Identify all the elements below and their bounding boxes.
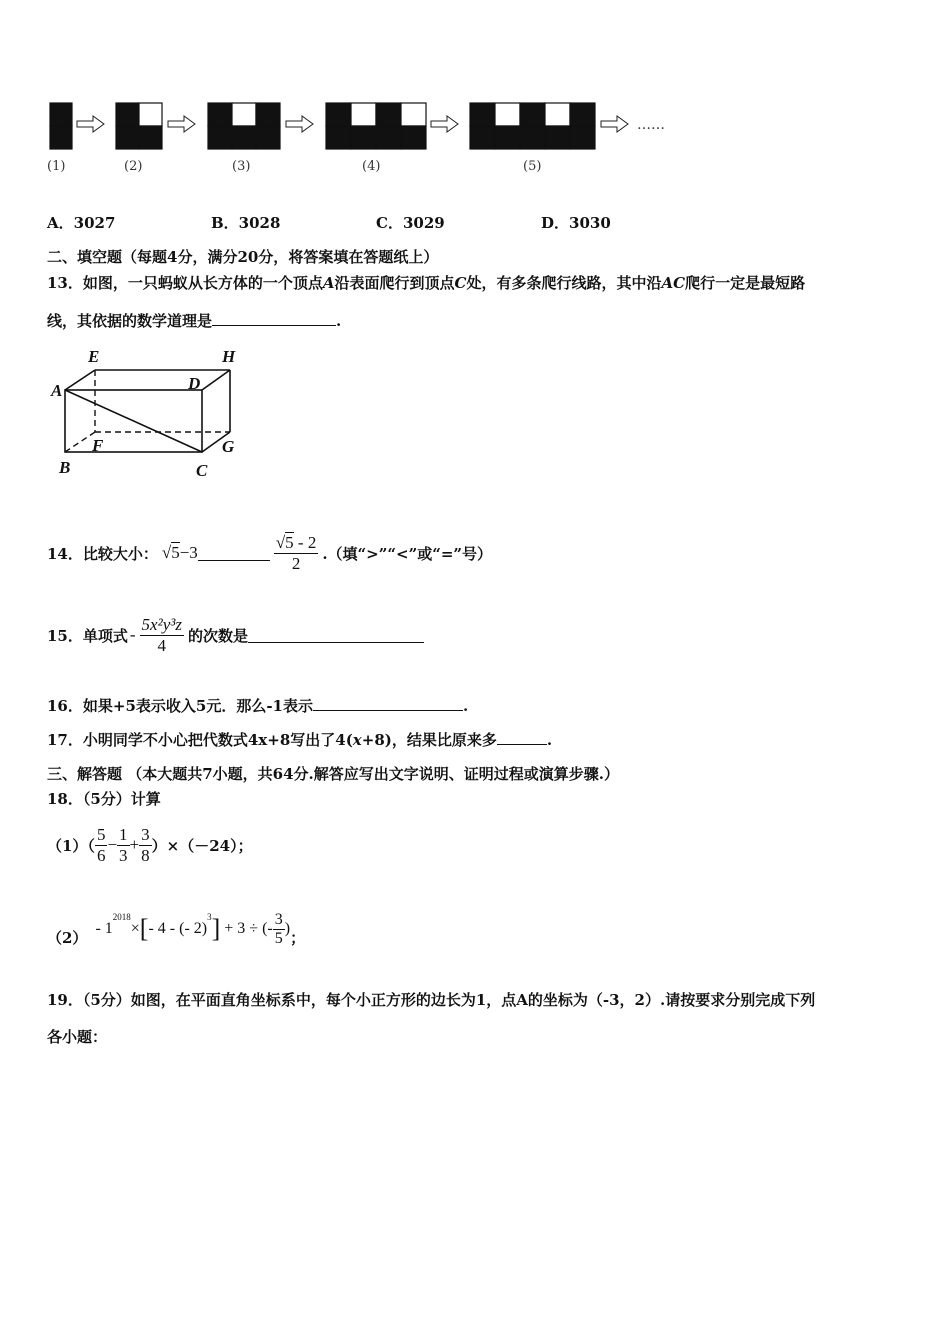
- q16: 16．如果+5表示收入5元．那么-1表示 .: [47, 697, 469, 715]
- label-F: F: [92, 436, 104, 455]
- cuboid-figure: [45, 342, 255, 482]
- option-c: C．3029: [376, 214, 445, 232]
- label-H: H: [222, 347, 236, 366]
- q19-line1: 19．（5分）如图，在平面直角坐标系中，每个小正方形的边长为1，点A的坐标为（-3，2）.请按要求分别完成下列: [47, 991, 816, 1009]
- answer-blank: [313, 696, 463, 711]
- section-2-title: 二、填空题（每题4分，满分20分，将答案填在答题纸上）: [47, 248, 439, 266]
- section-3-title: 三、解答题 （本大题共7小题，共64分.解答应写出文字说明、证明过程或演算步骤.）: [47, 765, 619, 783]
- q18-title: 18．（5分）计算: [47, 790, 161, 808]
- option-a: A．3027: [47, 214, 116, 232]
- answer-blank: [248, 628, 424, 643]
- q19-line2: 各小题：: [47, 1028, 108, 1046]
- q18-part1: （1）（ $\frac{5}{6}$ − $\frac{1}{3}$ + $\frac{3}{8}$ ）×（－24）；: [47, 824, 253, 865]
- sqrt5: √5: [161, 543, 180, 562]
- label-A: A: [51, 381, 63, 400]
- q13-line2: 线，其依据的数学道理是 .: [47, 312, 342, 330]
- seq-label-5: (5): [523, 159, 542, 174]
- seq-label-4: (4): [362, 159, 381, 174]
- block-1-top: [50, 103, 72, 126]
- fraction-3-8: $\frac{3}{8}$: [141, 824, 150, 865]
- label-G: G: [222, 437, 235, 456]
- q13-line1: 13．如图，一只蚂蚁从长方体的一个顶点A沿表面爬行到顶点C处，有多条爬行线路，其中沿AC爬行一定是最短路: [47, 274, 806, 292]
- answer-blank: [497, 730, 547, 745]
- arrow-right-icon: [601, 116, 628, 132]
- label-E: E: [88, 347, 100, 366]
- seq-ellipsis: ……: [637, 117, 665, 133]
- seq-label-2: (2): [124, 159, 143, 174]
- label-B: B: [59, 458, 71, 477]
- seq-label-1: (1): [47, 159, 66, 174]
- label-C: C: [196, 461, 208, 480]
- arrow-right-icon: [431, 116, 458, 132]
- q14: 14．比较大小： √5 −3 $\frac{√5 - 2}{2}$ .（填“>”“<”或“=”号）: [47, 532, 493, 573]
- option-b: B．3028: [211, 214, 281, 232]
- fraction-3-5: $\frac{3}{5}$: [274, 910, 283, 947]
- q14-fraction: $\frac{√5 - 2}{2}$: [275, 532, 317, 573]
- q17: 17．小明同学不小心把代数式4x+8写出了4(x+8)，结果比原来多 .: [47, 731, 553, 749]
- fraction-1-3: $\frac{1}{3}$: [119, 824, 128, 865]
- answer-blank: [212, 311, 336, 326]
- q15: 15．单项式 - $\frac{\text{5x²y³z}}{4}$ 的次数是: [47, 610, 424, 660]
- seq-label-3: (3): [232, 159, 251, 174]
- block-1-bottom: [50, 126, 72, 149]
- label-D: D: [188, 374, 201, 393]
- answer-blank: [198, 546, 270, 561]
- option-d: D．3030: [541, 214, 611, 232]
- fraction-5-6: $\frac{5}{6}$: [96, 824, 106, 865]
- arrow-right-icon: [77, 116, 104, 132]
- q18-part2: （2） - 1 $^{2018}$ × [ - 4 - (- 2) $^3$ ] + 3 ÷ (- $\frac{3}{5}$ ) ；: [47, 910, 306, 947]
- q15-fraction: $\frac{\text{5x²y³z}}{4}$: [141, 614, 182, 655]
- arrow-right-icon: [286, 116, 313, 132]
- arrow-right-icon: [168, 116, 195, 132]
